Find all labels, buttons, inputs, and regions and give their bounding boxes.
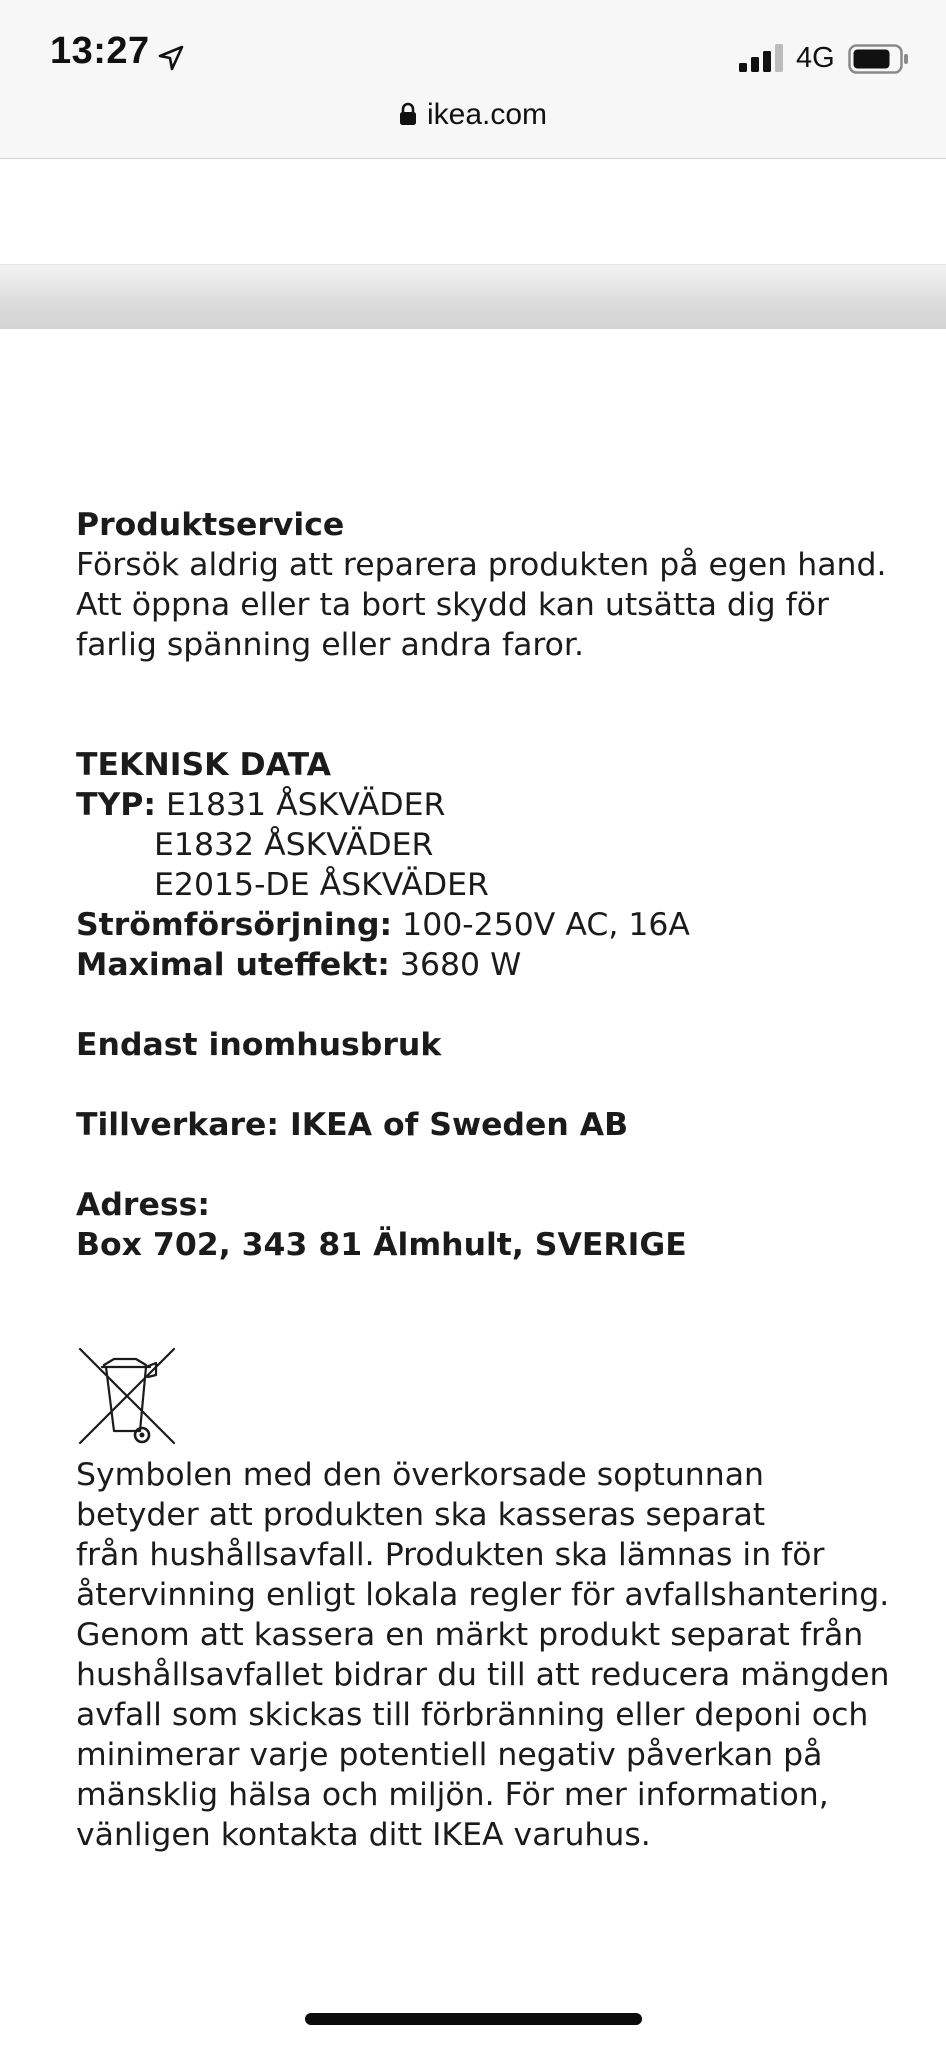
output-value: 3680 W [399, 947, 522, 983]
home-indicator[interactable] [305, 2013, 642, 2025]
crossed-out-wheelie-bin-icon [76, 1343, 180, 1447]
produktservice-line: Försök aldrig att reparera produkten på egen hand. [76, 547, 887, 583]
weee-text-line: återvinning enligt lokala regler för avfallshantering. [76, 1577, 890, 1613]
weee-text-line: minimerar varje potentiell negativ påverkan på [76, 1737, 823, 1773]
output-label: Maximal uteffekt: [76, 947, 390, 983]
network-type: 4G [796, 42, 835, 74]
page-divider [0, 264, 946, 329]
weee-text-line: hushållsavfallet bidrar du till att reducera mängden [76, 1657, 890, 1693]
power-row [76, 905, 936, 945]
battery-icon [848, 44, 910, 78]
type-value: E1832 ÅSKVÄDER [154, 827, 434, 863]
produktservice-heading: Produktservice [76, 507, 345, 543]
weee-text-line: avfall som skickas till förbränning eller deponi och [76, 1697, 869, 1733]
produktservice-line: Att öppna eller ta bort skydd kan utsätta dig för [76, 587, 829, 623]
type-value: E2015-DE ÅSKVÄDER [154, 867, 489, 903]
manufacturer-line: Tillverkare: IKEA of Sweden AB [76, 1107, 629, 1143]
lock-icon [399, 100, 417, 134]
produktservice-line: farlig spänning eller andra faror. [76, 627, 584, 663]
power-value: 100-250V AC, 16A [402, 907, 690, 943]
weee-text-line: mänsklig hälsa och miljön. För mer information, [76, 1777, 829, 1813]
address-label: Adress: [76, 1187, 210, 1223]
signal-bars-icon [739, 44, 785, 76]
url-text: ikea.com [426, 98, 548, 131]
document-content [76, 505, 936, 1855]
power-label: Strömförsörjning: [76, 907, 393, 943]
address-value: Box 702, 343 81 Älmhult, SVERIGE [76, 1227, 687, 1263]
address-bar[interactable] [0, 98, 946, 134]
type-row [76, 785, 936, 825]
weee-text-line: vänligen kontakta ditt IKEA varuhus. [76, 1817, 651, 1853]
weee-text-line: betyder att produkten ska kasseras separat [76, 1497, 766, 1533]
status-time: 13:27 [50, 30, 150, 72]
weee-text-line: Symbolen med den överkorsade soptunnan [76, 1457, 765, 1493]
weee-text-line: från hushållsavfall. Produkten ska lämnas in för [76, 1537, 825, 1573]
type-label: TYP: [76, 787, 156, 823]
status-bar [0, 0, 946, 159]
output-row [76, 945, 936, 985]
teknisk-data-heading: TEKNISK DATA [76, 747, 332, 783]
location-arrow-icon [158, 45, 184, 75]
type-value: E1831 ÅSKVÄDER [166, 787, 446, 823]
weee-text-line: Genom att kassera en märkt produkt separat från [76, 1617, 864, 1653]
indoor-use-note: Endast inomhusbruk [76, 1027, 442, 1063]
